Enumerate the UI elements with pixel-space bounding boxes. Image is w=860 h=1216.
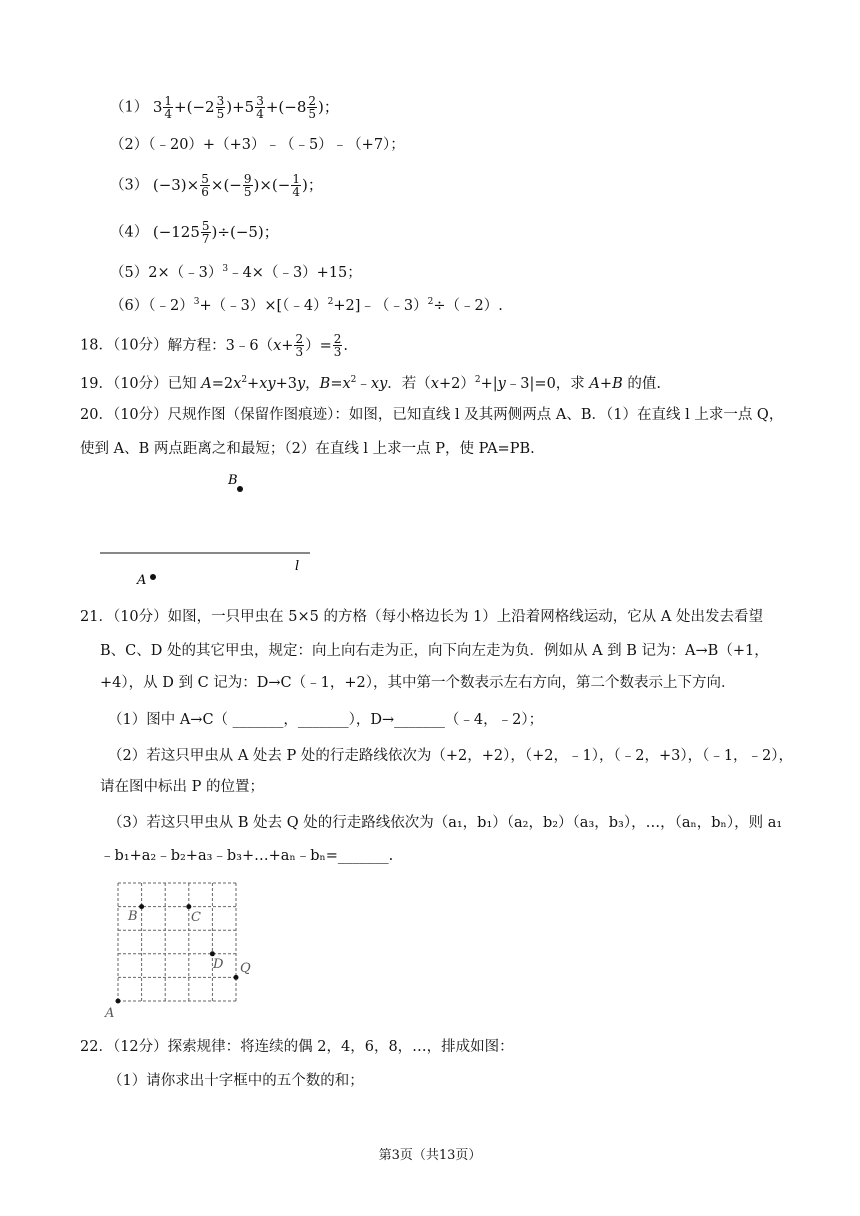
part-label: （2） <box>110 137 149 153</box>
point-a <box>116 999 121 1004</box>
question-number: 20． <box>80 407 113 423</box>
question-score: （10分） <box>112 375 168 392</box>
point-c-label: C <box>191 910 201 925</box>
question-number: 18． <box>80 337 113 354</box>
part-label: （6） <box>110 297 149 314</box>
question-number: 21． <box>80 609 113 625</box>
question-22-line1 <box>80 1037 514 1057</box>
point-b <box>237 486 243 492</box>
question-21-part3b: ﹣b₁+a₂﹣b₂+a₃﹣b₃+…+aₙ﹣bₙ=_______. <box>100 848 394 864</box>
point-q <box>234 975 239 980</box>
question-number: 22． <box>80 1039 113 1055</box>
question-21-part2a: （2）若这只甲虫从 A 处去 P 处的行走路线依次为（+2，+2），（+2，﹣1），（﹣2，+3），（﹣1，﹣2）， <box>108 748 794 764</box>
q20-figure <box>95 470 325 590</box>
q17-part-1 <box>110 95 339 120</box>
point-b <box>139 904 144 909</box>
question-21-part2b: 请在图中标出 P 的位置； <box>100 779 264 795</box>
question-score: （10分） <box>112 407 168 423</box>
question-score: （10分） <box>112 337 168 354</box>
question-21-part3a: （3）若这只甲虫从 B 处去 Q 处的行走路线依次为（a₁，b₁）（a₂，b₂）（a₃，b₃），…，（aₙ，bₙ），则 a₁ <box>108 815 783 831</box>
q17-part-3 <box>110 173 323 198</box>
math-expression: (−3)× $\frac{5}{6}$ ×(− $\frac{9}{5}$ )×(− $\frac{1}{4}$ )； <box>152 172 323 199</box>
question-18: 18．（10分）解方程：3﹣6（x+ $\frac{2}{3}$ ）= $\frac{2}{3}$ . <box>80 332 348 359</box>
q17-part-4 <box>110 220 279 245</box>
question-19: 19．（10分）已知 $A=2x^2+xy+3y$，$B=x^2﹣xy$．若$(x+2)^2+|y﹣3|=0$，求 A+B 的值. <box>80 375 661 392</box>
question-number: 19． <box>80 375 113 392</box>
point-d-label: D <box>213 957 224 972</box>
question-20-line1 <box>80 405 783 425</box>
question-20-line2: 使到 A、B 两点距离之和最短；（2）在直线 l 上求一点 P，使 PA=PB. <box>80 441 535 457</box>
part-label: （1） <box>110 99 149 116</box>
page-footer: 第3页（共13页） <box>378 1148 482 1163</box>
question-21-part1: （1）图中 A→C（ _______，_______），D→_______（﹣4，﹣2）； <box>108 712 544 728</box>
math-expression: 3 $\frac{1}{4}$ +(−2 $\frac{3}{5}$ )+5 $\frac{3}{4}$ +(−8 $\frac{2}{5}$ )； <box>152 94 339 121</box>
point-d <box>210 951 215 956</box>
question-text: 如图，一只甲虫在 5×5 的方格（每小格边长为 1）上沿着网格线运动，它从 A 处出发去看望 <box>167 609 763 625</box>
question-21-line2: B、C、D 处的其它甲虫，规定：向上向右走为正，向下向左走为负．例如从 A 到 B 记为：A→B（+1， <box>100 643 769 659</box>
q17-part-6: （6）（﹣2）$^3$+（﹣3）×[（﹣4）$^2$+2]﹣（﹣3）$^2$÷（﹣2）. <box>110 297 503 314</box>
point-b-label: B <box>228 473 238 488</box>
question-score: （10分） <box>112 609 168 625</box>
question-22-part1: （1）请你求出十字框中的五个数的和； <box>108 1073 364 1089</box>
part-label: （5） <box>110 264 149 281</box>
part-label: （3） <box>110 177 149 194</box>
math-expression: (−125 $\frac{5}{7}$ )÷(−5)； <box>152 219 279 246</box>
line-l-label: l <box>295 559 300 574</box>
point-q-label: Q <box>240 961 251 976</box>
point-a <box>150 574 156 580</box>
point-a-label: A <box>105 1006 115 1021</box>
question-text: 探索规律：将连续的偶 2，4，6，8，…，排成如图： <box>167 1039 514 1055</box>
point-b-label: B <box>128 909 138 924</box>
part-label: （4） <box>110 224 149 241</box>
grid-lines <box>118 883 236 1001</box>
question-21-line3: +4），从 D 到 C 记为：D→C（﹣1，+2），其中第一个数表示左右方向，第二个数表示上下方向． <box>100 675 736 691</box>
q17-part-5: （5）2×（﹣3）$^3$﹣4×（﹣3）+15； <box>110 264 362 281</box>
point-a-label: A <box>137 573 147 588</box>
question-21-line1 <box>80 607 763 627</box>
question-score: （12分） <box>112 1039 168 1055</box>
point-c <box>186 904 191 909</box>
question-text: 尺规作图（保留作图痕迹）：如图，已知直线 l 及其两侧两点 A、B．（1）在直线 l 上求一点 Q， <box>167 407 784 423</box>
q17-part-2: （2）（﹣20）+（+3）﹣（﹣5）﹣（+7）； <box>110 137 405 153</box>
q21-grid-figure <box>100 875 270 1025</box>
